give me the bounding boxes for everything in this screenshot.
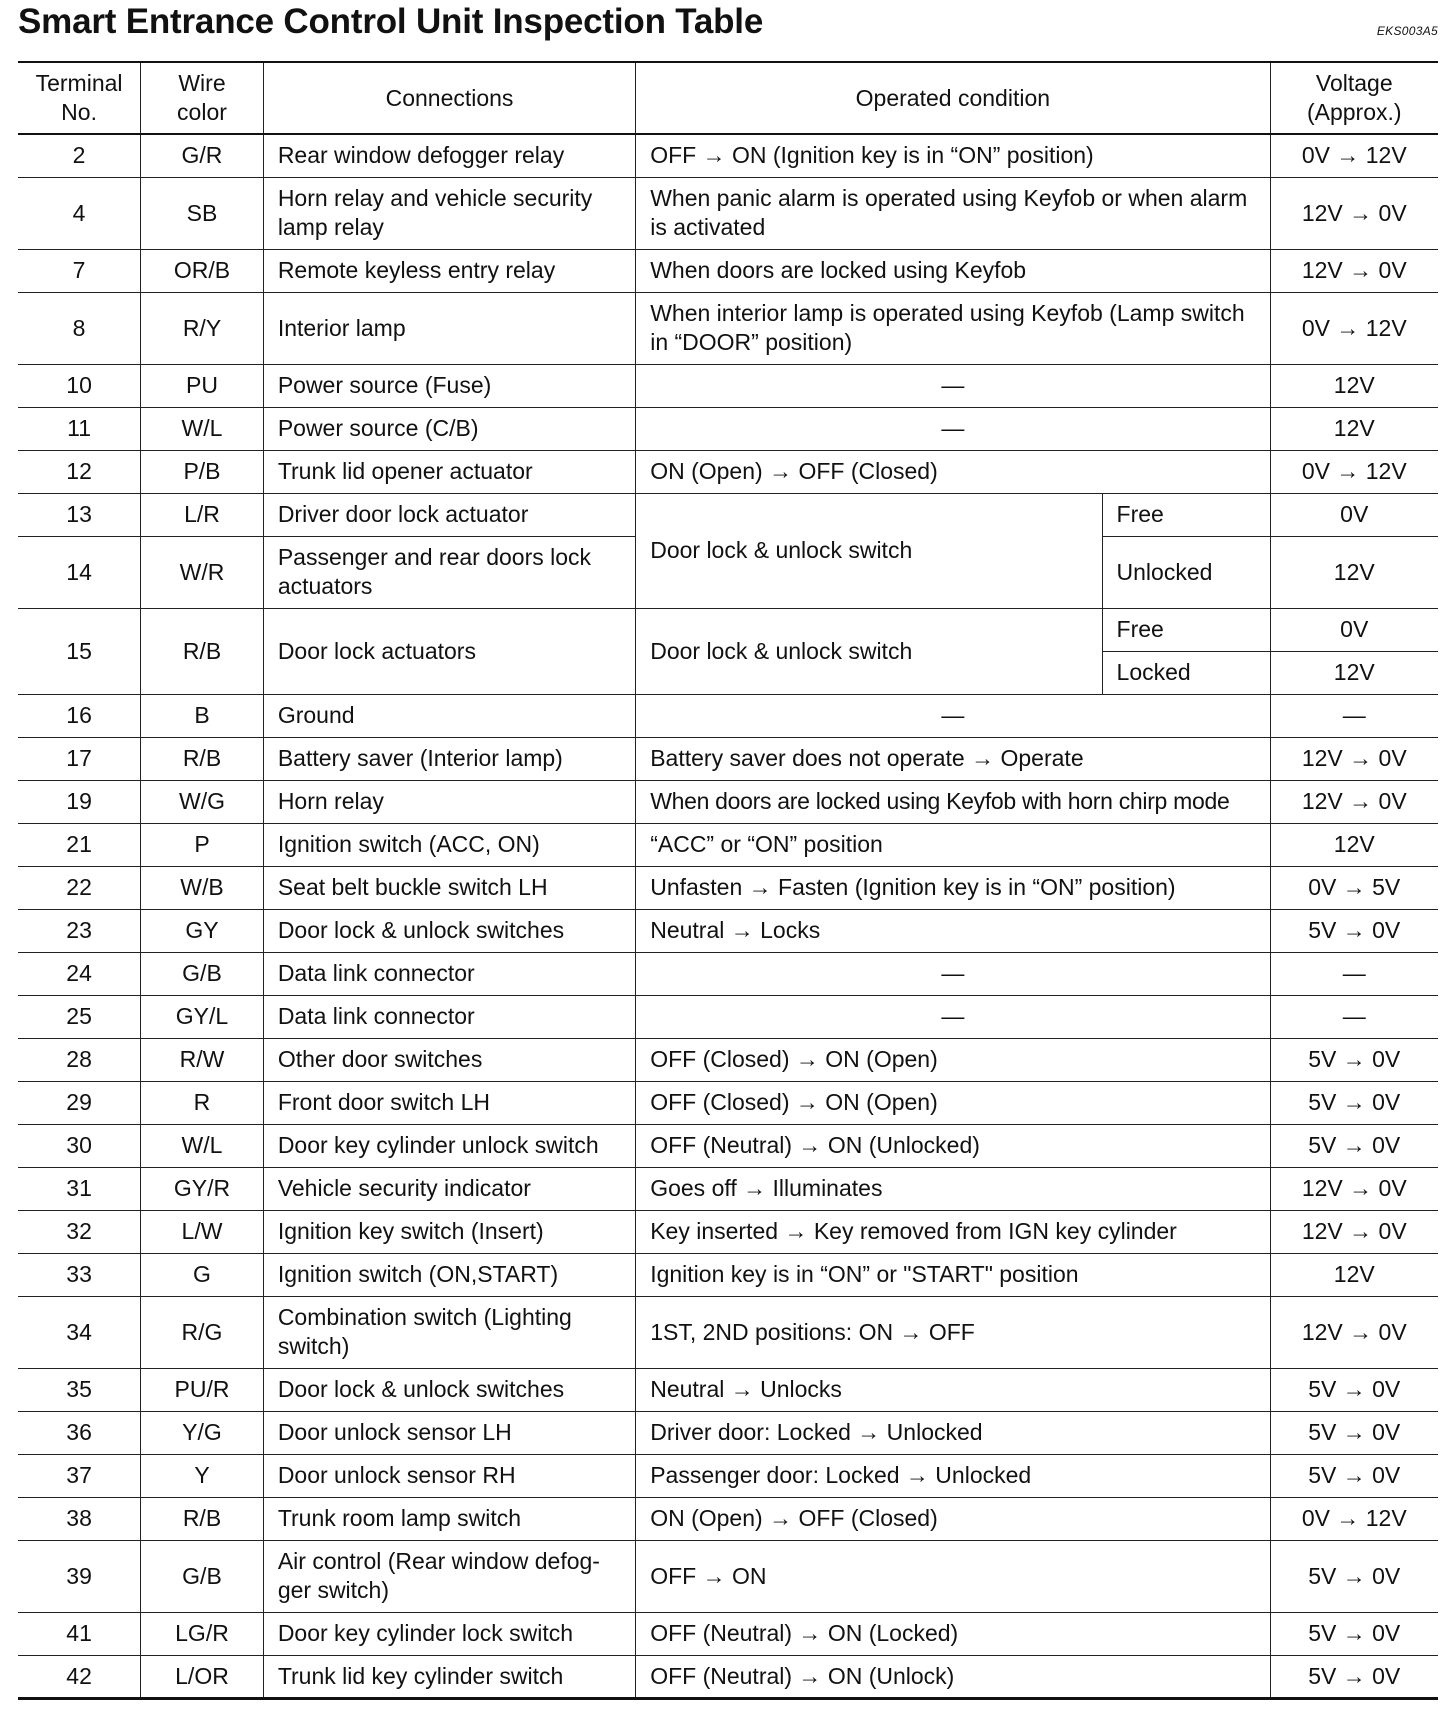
connections-cell: Horn relay and vehicle security lamp relay — [263, 177, 635, 249]
connections-cell: Other door switches — [263, 1038, 635, 1081]
table-row — [18, 177, 1438, 249]
terminal-cell: 41 — [18, 1612, 141, 1655]
condition-cell: Door lock & unlock switch — [636, 608, 1102, 694]
voltage-cell: 0V — [1270, 493, 1438, 536]
condition-cell: Passenger door: Locked → Unlocked — [636, 1454, 1270, 1497]
table-row — [18, 364, 1438, 407]
table-row — [18, 866, 1438, 909]
connections-cell: Trunk room lamp switch — [263, 1497, 635, 1540]
voltage-cell: 0V — [1270, 608, 1438, 651]
header-voltage: Voltage (Approx.) — [1270, 62, 1438, 134]
condition-cell: When interior lamp is operated using Keyfob (Lamp switch in “DOOR” position) — [636, 292, 1270, 364]
connections-cell: Door lock actuators — [263, 608, 635, 694]
voltage-cell: 0V → 12V — [1270, 450, 1438, 493]
voltage-cell: 12V → 0V — [1270, 1296, 1438, 1368]
condition-cell: OFF (Neutral) → ON (Locked) — [636, 1612, 1270, 1655]
wire-color-cell: L/R — [141, 493, 264, 536]
terminal-cell: 33 — [18, 1253, 141, 1296]
condition-cell: OFF (Closed) → ON (Open) — [636, 1038, 1270, 1081]
table-row — [18, 1167, 1438, 1210]
wire-color-cell: R/B — [141, 1497, 264, 1540]
table-row — [18, 608, 1438, 651]
connections-cell: Front door switch LH — [263, 1081, 635, 1124]
voltage-cell: 5V → 0V — [1270, 1368, 1438, 1411]
header-operated-condition: Operated condition — [636, 62, 1270, 134]
voltage-cell: 5V → 0V — [1270, 1038, 1438, 1081]
voltage-cell: 12V — [1270, 364, 1438, 407]
table-row — [18, 1655, 1438, 1698]
condition-cell: When doors are locked using Keyfob — [636, 249, 1270, 292]
terminal-cell: 15 — [18, 608, 141, 694]
condition-cell: Neutral → Unlocks — [636, 1368, 1270, 1411]
switch-state-cell: Free — [1102, 608, 1270, 651]
table-row — [18, 292, 1438, 364]
terminal-cell: 24 — [18, 952, 141, 995]
voltage-cell: — — [1270, 995, 1438, 1038]
connections-cell: Ignition switch (ON,START) — [263, 1253, 635, 1296]
voltage-cell: 0V → 5V — [1270, 866, 1438, 909]
condition-cell: When doors are locked using Keyfob with horn chirp mode — [636, 780, 1270, 823]
table-row — [18, 1296, 1438, 1368]
table-row — [18, 780, 1438, 823]
wire-color-cell: PU/R — [141, 1368, 264, 1411]
terminal-cell: 13 — [18, 493, 141, 536]
voltage-cell: 12V — [1270, 823, 1438, 866]
wire-color-cell: G — [141, 1253, 264, 1296]
table-row — [18, 134, 1438, 177]
table-row — [18, 1497, 1438, 1540]
table-row — [18, 1081, 1438, 1124]
wire-color-cell: W/L — [141, 1124, 264, 1167]
terminal-cell: 16 — [18, 694, 141, 737]
condition-cell: — — [636, 952, 1270, 995]
switch-state-cell: Unlocked — [1102, 536, 1270, 608]
table-row — [18, 450, 1438, 493]
table-row — [18, 407, 1438, 450]
table-row — [18, 1540, 1438, 1612]
wire-color-cell: G/B — [141, 952, 264, 995]
voltage-cell: 12V → 0V — [1270, 780, 1438, 823]
voltage-cell: 5V → 0V — [1270, 1124, 1438, 1167]
wire-color-cell: P/B — [141, 450, 264, 493]
terminal-cell: 35 — [18, 1368, 141, 1411]
terminal-cell: 19 — [18, 780, 141, 823]
wire-color-cell: GY — [141, 909, 264, 952]
condition-cell: Driver door: Locked → Unlocked — [636, 1411, 1270, 1454]
voltage-cell: 12V — [1270, 536, 1438, 608]
connections-cell: Air control (Rear window defog-ger switch) — [263, 1540, 635, 1612]
table-row — [18, 249, 1438, 292]
table-row — [18, 995, 1438, 1038]
terminal-cell: 37 — [18, 1454, 141, 1497]
condition-cell: Goes off → Illuminates — [636, 1167, 1270, 1210]
voltage-cell: 0V → 12V — [1270, 1497, 1438, 1540]
wire-color-cell: R/W — [141, 1038, 264, 1081]
connections-cell: Door unlock sensor LH — [263, 1411, 635, 1454]
table-row — [18, 952, 1438, 995]
voltage-cell: 12V → 0V — [1270, 1210, 1438, 1253]
table-row — [18, 1368, 1438, 1411]
connections-cell: Horn relay — [263, 780, 635, 823]
connections-cell: Ignition key switch (Insert) — [263, 1210, 635, 1253]
voltage-cell: 0V → 12V — [1270, 134, 1438, 177]
terminal-cell: 25 — [18, 995, 141, 1038]
terminal-cell: 10 — [18, 364, 141, 407]
voltage-cell: 5V → 0V — [1270, 1655, 1438, 1698]
terminal-cell: 34 — [18, 1296, 141, 1368]
connections-cell: Data link connector — [263, 952, 635, 995]
connections-cell: Battery saver (Interior lamp) — [263, 737, 635, 780]
wire-color-cell: Y/G — [141, 1411, 264, 1454]
switch-state-cell: Locked — [1102, 651, 1270, 694]
header-connections: Connections — [263, 62, 635, 134]
terminal-cell: 21 — [18, 823, 141, 866]
connections-cell: Door lock & unlock switches — [263, 1368, 635, 1411]
wire-color-cell: GY/R — [141, 1167, 264, 1210]
terminal-cell: 39 — [18, 1540, 141, 1612]
inspection-table — [18, 61, 1438, 1700]
wire-color-cell: L/W — [141, 1210, 264, 1253]
voltage-cell: 5V → 0V — [1270, 1081, 1438, 1124]
terminal-cell: 31 — [18, 1167, 141, 1210]
connections-cell: Remote keyless entry relay — [263, 249, 635, 292]
voltage-cell: 5V → 0V — [1270, 909, 1438, 952]
table-row — [18, 1124, 1438, 1167]
voltage-cell: 12V → 0V — [1270, 1167, 1438, 1210]
terminal-cell: 30 — [18, 1124, 141, 1167]
wire-color-cell: W/B — [141, 866, 264, 909]
condition-cell: OFF (Neutral) → ON (Unlock) — [636, 1655, 1270, 1698]
connections-cell: Door lock & unlock switches — [263, 909, 635, 952]
terminal-cell: 32 — [18, 1210, 141, 1253]
wire-color-cell: R/B — [141, 737, 264, 780]
terminal-cell: 38 — [18, 1497, 141, 1540]
terminal-cell: 29 — [18, 1081, 141, 1124]
terminal-cell: 22 — [18, 866, 141, 909]
condition-cell: OFF (Closed) → ON (Open) — [636, 1081, 1270, 1124]
condition-cell: ON (Open) → OFF (Closed) — [636, 1497, 1270, 1540]
table-row — [18, 737, 1438, 780]
terminal-cell: 4 — [18, 177, 141, 249]
connections-cell: Trunk lid key cylinder switch — [263, 1655, 635, 1698]
wire-color-cell: Y — [141, 1454, 264, 1497]
wire-color-cell: GY/L — [141, 995, 264, 1038]
condition-cell: 1ST, 2ND positions: ON → OFF — [636, 1296, 1270, 1368]
condition-cell: Unfasten → Fasten (Ignition key is in “ON” position) — [636, 866, 1270, 909]
connections-cell: Door key cylinder unlock switch — [263, 1124, 635, 1167]
voltage-cell: 12V → 0V — [1270, 177, 1438, 249]
header-row — [18, 62, 1438, 134]
wire-color-cell: R/Y — [141, 292, 264, 364]
wire-color-cell: G/B — [141, 1540, 264, 1612]
condition-cell: When panic alarm is operated using Keyfob or when alarm is activated — [636, 177, 1270, 249]
connections-cell: Driver door lock actuator — [263, 493, 635, 536]
terminal-cell: 42 — [18, 1655, 141, 1698]
header-wire-color: Wire color — [141, 62, 264, 134]
terminal-cell: 36 — [18, 1411, 141, 1454]
table-row — [18, 493, 1438, 536]
terminal-cell: 17 — [18, 737, 141, 780]
connections-cell: Door unlock sensor RH — [263, 1454, 635, 1497]
voltage-cell: 12V — [1270, 407, 1438, 450]
terminal-cell: 23 — [18, 909, 141, 952]
condition-cell: — — [636, 407, 1270, 450]
condition-cell: — — [636, 995, 1270, 1038]
connections-cell: Rear window defogger relay — [263, 134, 635, 177]
table-row — [18, 694, 1438, 737]
connections-cell: Data link connector — [263, 995, 635, 1038]
connections-cell: Ignition switch (ACC, ON) — [263, 823, 635, 866]
condition-cell: OFF → ON (Ignition key is in “ON” position) — [636, 134, 1270, 177]
voltage-cell: — — [1270, 952, 1438, 995]
condition-cell: Door lock & unlock switch — [636, 493, 1102, 608]
terminal-cell: 12 — [18, 450, 141, 493]
switch-state-cell: Free — [1102, 493, 1270, 536]
wire-color-cell: R/G — [141, 1296, 264, 1368]
condition-cell: Neutral → Locks — [636, 909, 1270, 952]
voltage-cell: 5V → 0V — [1270, 1540, 1438, 1612]
wire-color-cell: PU — [141, 364, 264, 407]
voltage-cell: 12V → 0V — [1270, 737, 1438, 780]
connections-cell: Vehicle security indicator — [263, 1167, 635, 1210]
wire-color-cell: R — [141, 1081, 264, 1124]
voltage-cell: 5V → 0V — [1270, 1454, 1438, 1497]
condition-cell: OFF (Neutral) → ON (Unlocked) — [636, 1124, 1270, 1167]
wire-color-cell: OR/B — [141, 249, 264, 292]
condition-cell: OFF → ON — [636, 1540, 1270, 1612]
wire-color-cell: P — [141, 823, 264, 866]
terminal-cell: 2 — [18, 134, 141, 177]
wire-color-cell: W/L — [141, 407, 264, 450]
connections-cell: Door key cylinder lock switch — [263, 1612, 635, 1655]
terminal-cell: 8 — [18, 292, 141, 364]
voltage-cell: 5V → 0V — [1270, 1612, 1438, 1655]
terminal-cell: 11 — [18, 407, 141, 450]
header-terminal-no: Terminal No. — [18, 62, 141, 134]
voltage-cell: 12V — [1270, 651, 1438, 694]
wire-color-cell: SB — [141, 177, 264, 249]
connections-cell: Trunk lid opener actuator — [263, 450, 635, 493]
condition-cell: Key inserted → Key removed from IGN key cylinder — [636, 1210, 1270, 1253]
connections-cell: Seat belt buckle switch LH — [263, 866, 635, 909]
voltage-cell: — — [1270, 694, 1438, 737]
connections-cell: Ground — [263, 694, 635, 737]
condition-cell: ON (Open) → OFF (Closed) — [636, 450, 1270, 493]
wire-color-cell: LG/R — [141, 1612, 264, 1655]
voltage-cell: 12V — [1270, 1253, 1438, 1296]
terminal-cell: 28 — [18, 1038, 141, 1081]
condition-cell: Ignition key is in “ON” or "START" position — [636, 1253, 1270, 1296]
connections-cell: Interior lamp — [263, 292, 635, 364]
table-row — [18, 1612, 1438, 1655]
connections-cell: Power source (Fuse) — [263, 364, 635, 407]
condition-cell: Battery saver does not operate → Operate — [636, 737, 1270, 780]
table-row — [18, 909, 1438, 952]
wire-color-cell: L/OR — [141, 1655, 264, 1698]
table-row — [18, 1038, 1438, 1081]
table-row — [18, 1454, 1438, 1497]
table-row — [18, 1411, 1438, 1454]
condition-cell: — — [636, 694, 1270, 737]
wire-color-cell: G/R — [141, 134, 264, 177]
table-row — [18, 823, 1438, 866]
condition-cell: “ACC” or “ON” position — [636, 823, 1270, 866]
document-code: EKS003A5 — [1376, 24, 1438, 38]
voltage-cell: 0V → 12V — [1270, 292, 1438, 364]
condition-cell: — — [636, 364, 1270, 407]
table-row — [18, 1210, 1438, 1253]
wire-color-cell: R/B — [141, 608, 264, 694]
wire-color-cell: W/R — [141, 536, 264, 608]
terminal-cell: 14 — [18, 536, 141, 608]
voltage-cell: 5V → 0V — [1270, 1411, 1438, 1454]
connections-cell: Combination switch (Lighting switch) — [263, 1296, 635, 1368]
connections-cell: Power source (C/B) — [263, 407, 635, 450]
table-row — [18, 1253, 1438, 1296]
terminal-cell: 7 — [18, 249, 141, 292]
page-title: Smart Entrance Control Unit Inspection Table — [18, 2, 764, 41]
wire-color-cell: W/G — [141, 780, 264, 823]
connections-cell: Passenger and rear doors lock actuators — [263, 536, 635, 608]
voltage-cell: 12V → 0V — [1270, 249, 1438, 292]
wire-color-cell: B — [141, 694, 264, 737]
